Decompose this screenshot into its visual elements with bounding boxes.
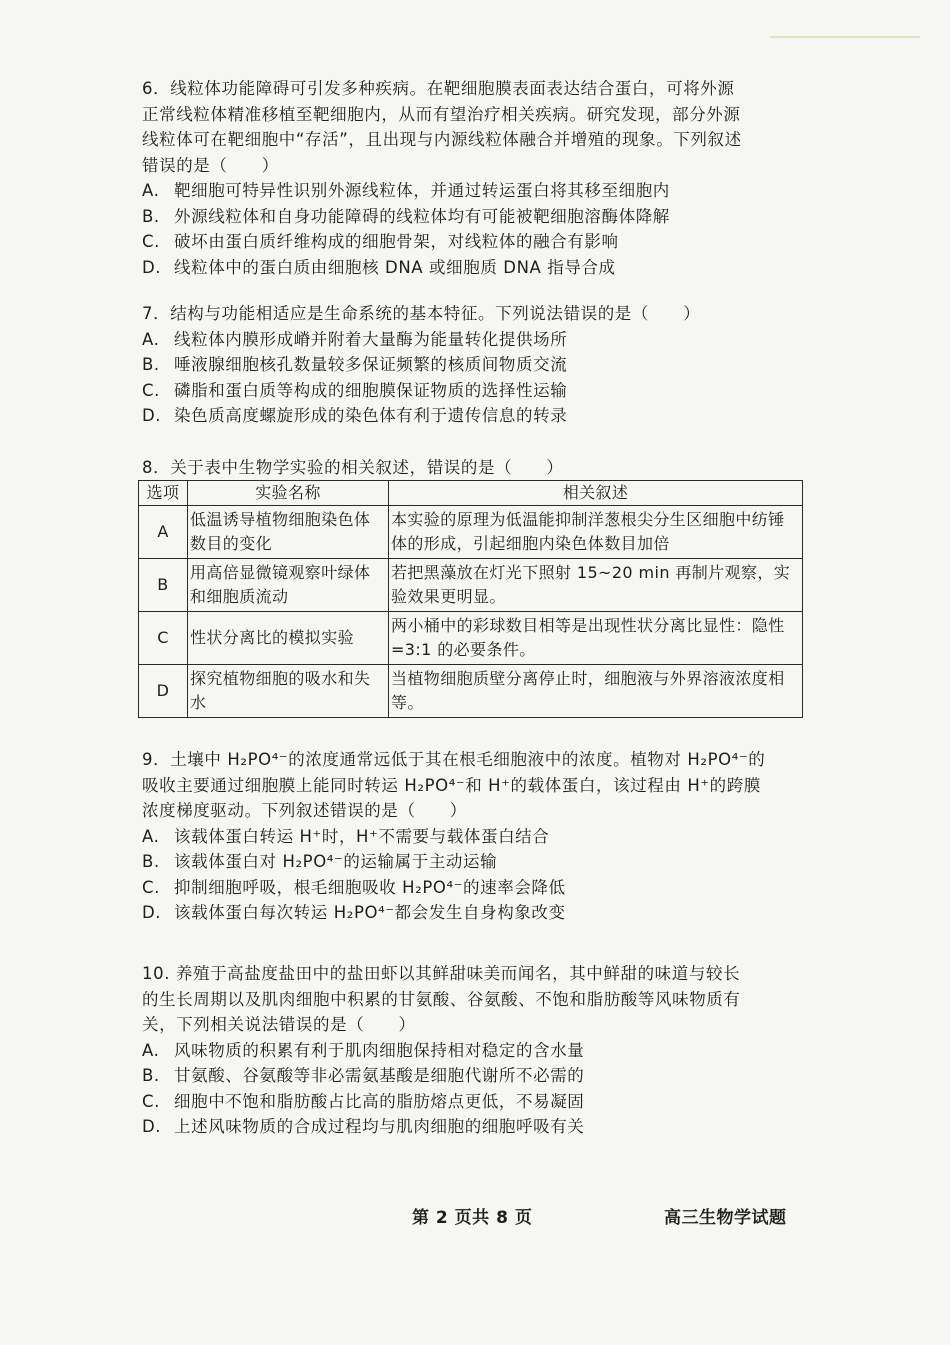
table-row [139,506,803,559]
option-text: 外源线粒体和自身功能障碍的线粒体均有可能被靶细胞溶酶体降解 [174,206,670,226]
option-letter: A. [142,826,160,846]
stem-line: 浓度梯度驱动。下列叙述错误的是（ ） [142,801,467,820]
option-letter: D. [142,903,162,922]
question-6-stem [142,76,810,178]
question-7 [142,301,810,429]
page-number: 第 2 页共 8 页 [412,1208,533,1228]
option-letter: D. [142,406,162,425]
row-option: C [139,612,188,665]
row-experiment-name: 用高倍显微镜观察叶绿体和细胞质流动 [188,559,389,612]
stem-line: 9．土壤中 H₂PO⁴⁻的浓度通常远低于其在根毛细胞液中的浓度。植物对 H₂PO⁴⁻的 [142,750,766,769]
option-text: 风味物质的积累有利于肌肉细胞保持相对稳定的含水量 [174,1040,585,1060]
option-d [142,900,810,926]
option-c [142,378,810,404]
stem-line: 错误的是（ ） [142,155,279,175]
exam-title: 高三生物学试题 [664,1208,787,1228]
stem-line: 7．结构与功能相适应是生命系统的基本特征。下列说法错误的是（ ） [142,304,701,323]
option-c [142,229,810,255]
option-a [142,327,810,353]
option-letter: A. [142,1040,160,1060]
option-c [142,1089,810,1115]
option-text: 唾液腺细胞核孔数量较多保证频繁的核质间物质交流 [174,355,568,374]
option-text: 该载体蛋白每次转运 H₂PO⁴⁻都会发生自身构象改变 [174,903,566,922]
row-experiment-name: 探究植物细胞的吸水和失水 [188,665,389,718]
option-text: 抑制细胞呼吸，根毛细胞吸收 H₂PO⁴⁻的速率会降低 [174,877,566,897]
row-description: 若把黑藻放在灯光下照射 15~20 min 再制片观察，实验效果更明显。 [389,559,803,612]
option-letter: C. [142,380,160,400]
question-9-stem [142,747,810,824]
option-text: 破坏由蛋白质纤维构成的细胞骨架，对线粒体的融合有影响 [174,232,619,251]
question-9 [142,747,810,926]
question-10 [142,961,810,1140]
option-text: 磷脂和蛋白质等构成的细胞膜保证物质的选择性运输 [174,380,568,400]
column-header: 选项 [139,481,188,506]
row-experiment-name: 低温诱导植物细胞染色体数目的变化 [188,506,389,559]
table-row [139,665,803,718]
option-d [142,1114,810,1140]
question-10-stem [142,961,810,1038]
option-d [142,403,810,429]
option-text: 甘氨酸、谷氨酸等非必需氨基酸是细胞代谢所不必需的 [174,1066,585,1085]
option-a [142,178,810,204]
option-letter: C. [142,232,160,251]
option-text: 染色质高度螺旋形成的染色体有利于遗传信息的转录 [174,406,568,425]
option-letter: A. [142,181,160,200]
question-8 [142,455,810,481]
option-text: 线粒体中的蛋白质由细胞核 DNA 或细胞质 DNA 指导合成 [174,257,616,277]
option-letter: C. [142,877,160,897]
option-text: 线粒体内膜形成嵴并附着大量酶为能量转化提供场所 [174,329,568,349]
option-text: 该载体蛋白对 H₂PO⁴⁻的运输属于主动运输 [174,852,498,871]
option-b [142,352,810,378]
stem-line: 吸收主要通过细胞膜上能同时转运 H₂PO⁴⁻和 H⁺的载体蛋白，该过程由 H⁺的跨膜 [142,775,761,795]
row-option: D [139,665,188,718]
stem-line: 关，下列相关说法错误的是（ ） [142,1015,416,1034]
stem-line: 的生长周期以及肌肉细胞中积累的甘氨酸、谷氨酸、不饱和脂肪酸等风味物质有 [142,989,741,1009]
option-c [142,875,810,901]
option-letter: B. [142,355,160,374]
stem-line: 线粒体可在靶细胞中“存活”，且出现与内源线粒体融合并增殖的现象。下列叙述 [142,130,742,149]
table-header-row [139,481,803,506]
option-b [142,204,810,230]
option-a [142,1038,810,1064]
option-letter: B. [142,1066,160,1085]
row-option: B [139,559,188,612]
option-letter: B. [142,206,160,226]
option-b [142,849,810,875]
scan-mark [770,36,920,38]
experiment-table [138,480,803,718]
question-6 [142,76,810,280]
option-text: 上述风味物质的合成过程均与肌肉细胞的细胞呼吸有关 [174,1117,585,1136]
row-experiment-name: 性状分离比的模拟实验 [188,612,389,665]
row-description: 本实验的原理为低温能抑制洋葱根尖分生区细胞中纺锤体的形成，引起细胞内染色体数目加倍 [389,506,803,559]
stem-line: 10. 养殖于高盐度盐田中的盐田虾以其鲜甜味美而闻名，其中鲜甜的味道与较长 [142,964,741,983]
table-row [139,612,803,665]
option-letter: D. [142,1117,162,1136]
option-letter: A. [142,329,160,349]
row-option: A [139,506,188,559]
option-d [142,255,810,281]
row-description: 当植物细胞质壁分离停止时，细胞液与外界溶液浓度相等。 [389,665,803,718]
option-letter: C. [142,1091,160,1111]
option-text: 靶细胞可特异性识别外源线粒体，并通过转运蛋白将其移至细胞内 [174,181,670,200]
option-b [142,1063,810,1089]
column-header: 相关叙述 [389,481,803,506]
option-letter: D. [142,257,162,277]
column-header: 实验名称 [188,481,389,506]
row-description: 两小桶中的彩球数目相等是出现性状分离比显性：隐性=3:1 的必要条件。 [389,612,803,665]
table-row [139,559,803,612]
option-text: 细胞中不饱和脂肪酸占比高的脂肪熔点更低，不易凝固 [174,1091,585,1111]
option-text: 该载体蛋白转运 H⁺时，H⁺不需要与载体蛋白结合 [174,826,550,846]
stem-line: 正常线粒体精准移植至靶细胞内，从而有望治疗相关疾病。研究发现，部分外源 [142,104,741,124]
stem-line: 6．线粒体功能障碍可引发多种疾病。在靶细胞膜表面表达结合蛋白，可将外源 [142,79,735,98]
question-8-stem: 8．关于表中生物学实验的相关叙述，错误的是（ ） [142,458,564,477]
option-letter: B. [142,852,160,871]
option-a [142,824,810,850]
question-7-stem [142,301,810,327]
